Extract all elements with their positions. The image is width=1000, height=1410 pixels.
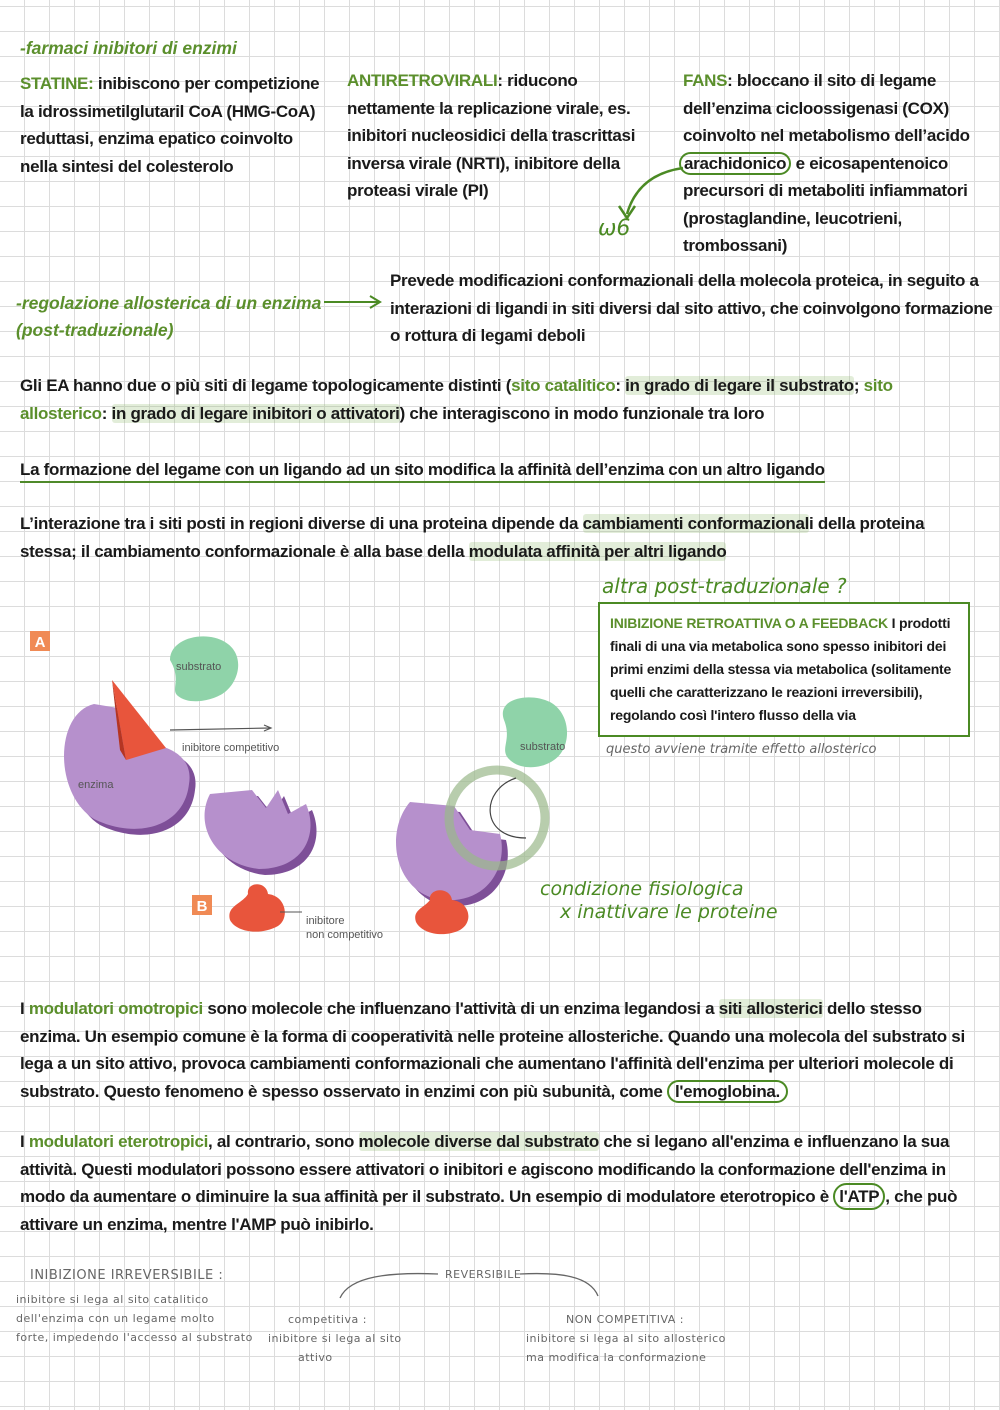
sketch-irr-title: INIBIZIONE IRREVERSIBILE : <box>30 1268 224 1283</box>
interazione-text-1: L’interazione tra i siti posti in regioni diverse di una proteina dipende da <box>20 514 583 533</box>
ea-text-5: ) che interagiscono in modo funzionale tra loro <box>399 403 765 423</box>
sketch-comp-line1: inibitore si lega al sito <box>268 1332 402 1345</box>
ea-paragraph <box>20 372 980 427</box>
emoglobina-circled: l'emoglobina. <box>667 1080 788 1103</box>
sketch-reversibile: REVERSIBILE <box>445 1268 522 1281</box>
figure-label-a: A <box>34 634 46 651</box>
figure-hand-note-line2: x inattivare le proteine <box>560 901 778 923</box>
atp-circled: l'ATP <box>833 1183 885 1210</box>
enzyme-a-label: enzima <box>78 779 114 791</box>
noncompetitive-inhibitor-label-2: non competitivo <box>306 929 384 941</box>
noncompetitive-inhibitor <box>229 884 284 931</box>
ea-sito-catalitico: sito catalitico <box>511 376 616 395</box>
feedback-box <box>598 602 970 737</box>
omotropici-text-3: dello stesso enzima. Un esempio comune è la forma di cooperatività nelle proteine allosteriche. Quando una molecola del substrato si lega a un sito attivo, provoca cambiamenti conformazionali che aumentano l'affinità dell'enzima per ulteriori molecole di substrato. Questo fenomeno è spesso osservato in enzimi con più subunità, come <box>20 999 965 1101</box>
statine-label: STATINE: <box>20 74 94 93</box>
figure-hand-note-line1: condizione fisiologica <box>540 878 744 900</box>
interazione-highlight-2: modulata affinità per altri ligando <box>468 541 727 561</box>
statine-paragraph <box>20 70 320 180</box>
fans-circled-word: arachidonico <box>679 152 791 175</box>
fans-paragraph <box>683 67 983 260</box>
substrate-b-label: substrato <box>520 741 566 753</box>
eterotropici-text-3: che si legano all'enzima e influenzano la sua attività. Questi modulatori possono essere attivatori o inibitori e agiscono modificando la conformazione dell'enzima in modo da aumentare o diminuire la sua affinità per il substrato. Un esempio di modulatore eterotropico è <box>20 1132 950 1206</box>
legame-statement <box>20 456 825 484</box>
figure-arrow-a <box>170 728 270 730</box>
sketch-noncomp-line2: ma modifica la conformazione <box>526 1351 707 1364</box>
fans-text-a: : bloccano il sito di legame dell’enzima cicloossigenasi (COX) coinvolto nel metabolismo dell’acido <box>683 71 970 145</box>
eterotropici-text-4: , che può attivare un enzima, mentre l'AMP può inibirlo. <box>20 1187 958 1234</box>
sketch-irr-line2: dell'enzima con un legame molto <box>16 1312 215 1325</box>
sketch-noncomp-line1: inibitore si lega al sito allosterico <box>526 1332 726 1345</box>
competitive-inhibitor-label: inibitore competitivo <box>182 742 280 754</box>
feedback-note: questo avviene tramite effetto allosterico <box>606 742 877 757</box>
inhibition-figure <box>20 600 600 960</box>
sketch-noncomp-title: NON COMPETITIVA : <box>566 1313 685 1326</box>
fans-label: FANS <box>683 71 728 90</box>
substrate-a-label: substrato <box>176 661 222 673</box>
feedback-text: I prodotti finali di una via metabolica sono spesso inibitori dei primi enzimi della stessa via metabolica (solitamente quelli che caratterizzano le reazioni irreversibili), regolando così l'intero flusso della via <box>610 615 952 723</box>
allosterica-arrow <box>322 294 384 310</box>
ea-text-3: ; <box>853 376 864 395</box>
sketch-irr-line3: forte, impedendo l'accesso al substrato <box>16 1331 253 1344</box>
allosterica-title-line2: (post-traduzionale) <box>16 320 174 340</box>
sketch-irr-text <box>16 1290 253 1347</box>
interazione-highlight-1: cambiamenti conformazional <box>582 514 810 533</box>
figure-hand-note <box>540 878 778 924</box>
antiretrovirali-text: : riducono nettamente la replicazione virale, es. inibitori nucleosidici della trascrittasi inversa virale (NRTI), inibitore della proteasi virale (PI) <box>347 71 636 200</box>
allosterica-definition: Prevede modificazioni conformazionali della molecola proteica, in seguito a interazioni di ligandi in siti diversi dal sito attivo, che coinvolgono formazione o rottura di legami deboli <box>390 271 993 345</box>
eterotropici-term: modulatori eterotropici <box>28 1132 209 1151</box>
antiretrovirali-paragraph <box>347 67 642 205</box>
omotropici-paragraph <box>20 995 985 1105</box>
sketch-comp-line2: attivo <box>298 1351 333 1364</box>
interazione-paragraph <box>20 510 980 565</box>
ea-text-4: : <box>101 403 112 423</box>
feedback-hand-title: altra post-traduzionale ? <box>602 574 847 598</box>
farmaci-title: -farmaci inibitori di enzimi <box>20 38 237 58</box>
omotropici-term: modulatori omotropici <box>28 999 203 1018</box>
eterotropici-highlight: molecole diverse dal substrato <box>358 1132 599 1151</box>
sketch-comp <box>268 1310 402 1367</box>
ea-highlight-1: in grado di legare il substrato <box>625 376 854 395</box>
omotropici-text-1: I <box>20 999 29 1018</box>
omega6-note: ω6 <box>598 216 631 241</box>
figure-arrow-c <box>490 778 526 838</box>
ea-text-1: Gli EA hanno due o più siti di legame topologicamente distinti ( <box>20 376 512 395</box>
eterotropici-text-2: , al contrario, sono <box>208 1132 359 1151</box>
ea-text-2: : <box>615 376 626 395</box>
substrate-b <box>503 697 567 767</box>
figure-label-b: B <box>196 898 208 915</box>
ea-sito-allosterico: sito allosterico <box>20 376 893 423</box>
legame-underlined: La formazione del legame con un ligando ad un sito modifica la affinità dell’enzima con un altro ligando <box>20 460 825 483</box>
omotropici-text-2: sono molecole che influenzano l'attività di un enzima legandosi a <box>202 999 719 1018</box>
antiretrovirali-label: ANTIRETROVIRALI <box>347 71 498 90</box>
eterotropici-paragraph <box>20 1128 985 1238</box>
fans-text-b: e eicosapentenoico precursori di metaboliti infiammatori (prostaglandine, leucotrieni, trombossani) <box>683 153 968 255</box>
eterotropici-text-1: I <box>20 1132 29 1151</box>
noncompetitive-inhibitor-label-1: inibitore <box>306 915 345 927</box>
ea-highlight-2: in grado di legare inibitori o attivatori <box>111 403 400 423</box>
omotropici-highlight: siti allosterici <box>718 999 823 1018</box>
enzyme-b <box>205 790 311 869</box>
statine-text: inibiscono per competizione la idrossimetilglutaril CoA (HMG-CoA) reduttasi, enzima epatico coinvolto nella sintesi del colesterolo <box>20 74 320 176</box>
feedback-label: INIBIZIONE RETROATTIVA O A FEEDBACK <box>610 615 888 631</box>
sketch-irr-line1: inibitore si lega al sito catalitico <box>16 1293 209 1306</box>
sketch-comp-title: competitiva : <box>288 1313 367 1326</box>
allosterica-title <box>16 290 321 344</box>
allosterica-title-line1: -regolazione allosterica di un enzima <box>16 293 322 313</box>
sketch-noncomp <box>526 1310 726 1367</box>
interazione-text-2: i della proteina stessa; il cambiamento conformazionale è alla base della <box>20 514 925 561</box>
